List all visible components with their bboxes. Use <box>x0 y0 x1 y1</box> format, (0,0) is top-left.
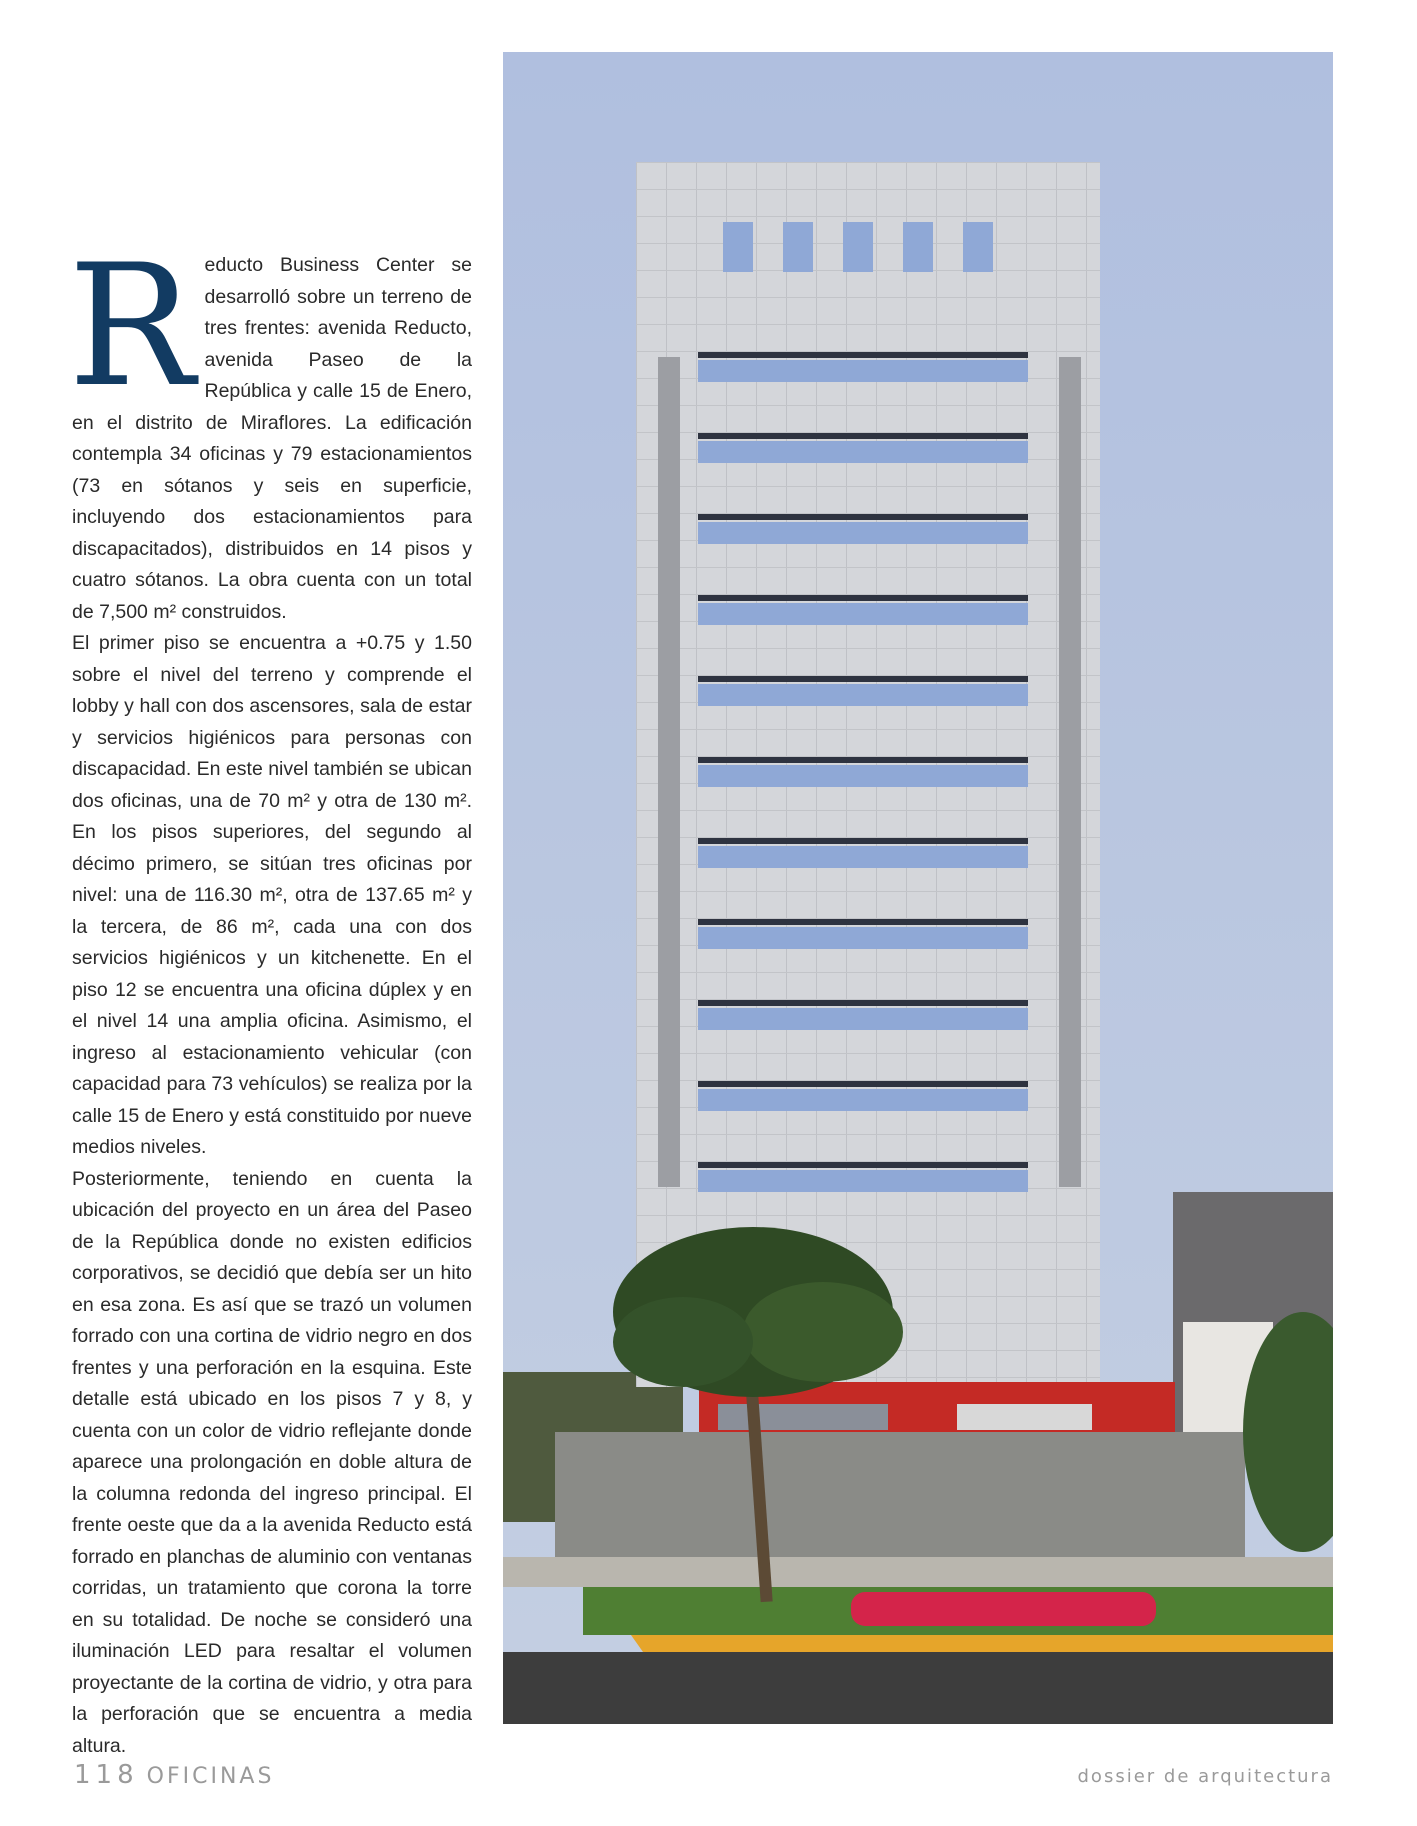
paragraph-1: educto Business Center se desarrolló sobre un terreno de tres frentes: avenida Reducto, avenida Paseo de la República y calle 15 de Enero, en el distrito de Miraflores. La edificación contempla 34 oficinas y 79 estacionamientos (73 en sótanos y seis en superficie, incluyendo dos estacionamientos para discapacitados), distribuidos en 14 pisos y cuatro sótanos. La obra cuenta con un total de 7,500 m² construidos. <box>72 254 472 623</box>
top-window <box>963 222 993 272</box>
curb <box>631 1635 1333 1652</box>
window-band <box>698 603 1028 625</box>
left-vertical-panel <box>658 357 680 1187</box>
paragraph-3: Posteriormente, teniendo en cuenta la ubicación del proyecto en un área del Paseo de la República donde no existen edificios corporativos, se decidió que debía ser un hito en esa zona. Es así que se trazó un volumen forrado con una cortina de vidrio negro en dos frentes y una perforación en la esquina. Este detalle está ubicado en los pisos 7 y 8, y cuenta con un color de vidrio reflejante donde aparece una prolongación en doble altura de la columna redonda del ingreso principal. El frente oeste que da a la avenida Reducto está forrado en planchas de aluminio con ventanas corridas, un tratamiento que corona la torre en su totalidad. De noche se consideró una iluminación LED para resaltar el volumen proyectante de la cortina de vidrio, y otra para la perforación que se encuentra a media altura. <box>72 1167 472 1757</box>
window-band <box>698 1170 1028 1192</box>
window-band-frame <box>698 676 1028 682</box>
article-body <box>68 228 473 1762</box>
window-band-frame <box>698 757 1028 763</box>
section-name: OFICINAS <box>146 1764 275 1789</box>
right-vertical-panel <box>1059 357 1081 1187</box>
window-band-frame <box>698 1162 1028 1168</box>
window-band-frame <box>698 1081 1028 1087</box>
drop-cap: R <box>68 228 195 424</box>
window-band-frame <box>698 433 1028 439</box>
top-window <box>903 222 933 272</box>
footer-left <box>74 1760 274 1790</box>
window-band-frame <box>698 838 1028 844</box>
window-band <box>698 441 1028 463</box>
window-band <box>698 765 1028 787</box>
tower <box>636 162 1100 1387</box>
window-band <box>698 846 1028 868</box>
window-band <box>698 927 1028 949</box>
top-window <box>723 222 753 272</box>
boundary-wall <box>555 1432 1245 1557</box>
window-band-frame <box>698 1000 1028 1006</box>
page-number: 118 <box>74 1760 139 1790</box>
building-photo <box>503 52 1333 1724</box>
publication-name: dossier de arquitectura <box>1077 1766 1333 1787</box>
window-band <box>698 1089 1028 1111</box>
window-band-frame <box>698 919 1028 925</box>
top-window <box>783 222 813 272</box>
window-band <box>698 360 1028 382</box>
window-band <box>698 1008 1028 1030</box>
road <box>503 1652 1333 1724</box>
flower-bed <box>851 1592 1156 1626</box>
top-window <box>843 222 873 272</box>
window-band-frame <box>698 595 1028 601</box>
paragraph-2: El primer piso se encuentra a +0.75 y 1.50 sobre el nivel del terreno y comprende el lobby y hall con dos ascensores, sala de estar y servicios higiénicos para personas con discapacidad. En este nivel también se ubican dos oficinas, una de 70 m² y otra de 130 m². En los pisos superiores, del segundo al décimo primero, se sitúan tres oficinas por nivel: una de 116.30 m², otra de 137.65 m² y la tercera, de 86 m², cada una con dos servicios higiénicos y un kitchenette. En el piso 12 se encuentra una oficina dúplex y en el nivel 14 una amplia oficina. Asimismo, el ingreso al estacionamiento vehicular (con capacidad para 73 vehículos) se realiza por la calle 15 de Enero y está constituido por nueve medios niveles. <box>72 632 473 1158</box>
window-band <box>698 684 1028 706</box>
window-band-frame <box>698 352 1028 358</box>
window-band <box>698 522 1028 544</box>
window-band-frame <box>698 514 1028 520</box>
